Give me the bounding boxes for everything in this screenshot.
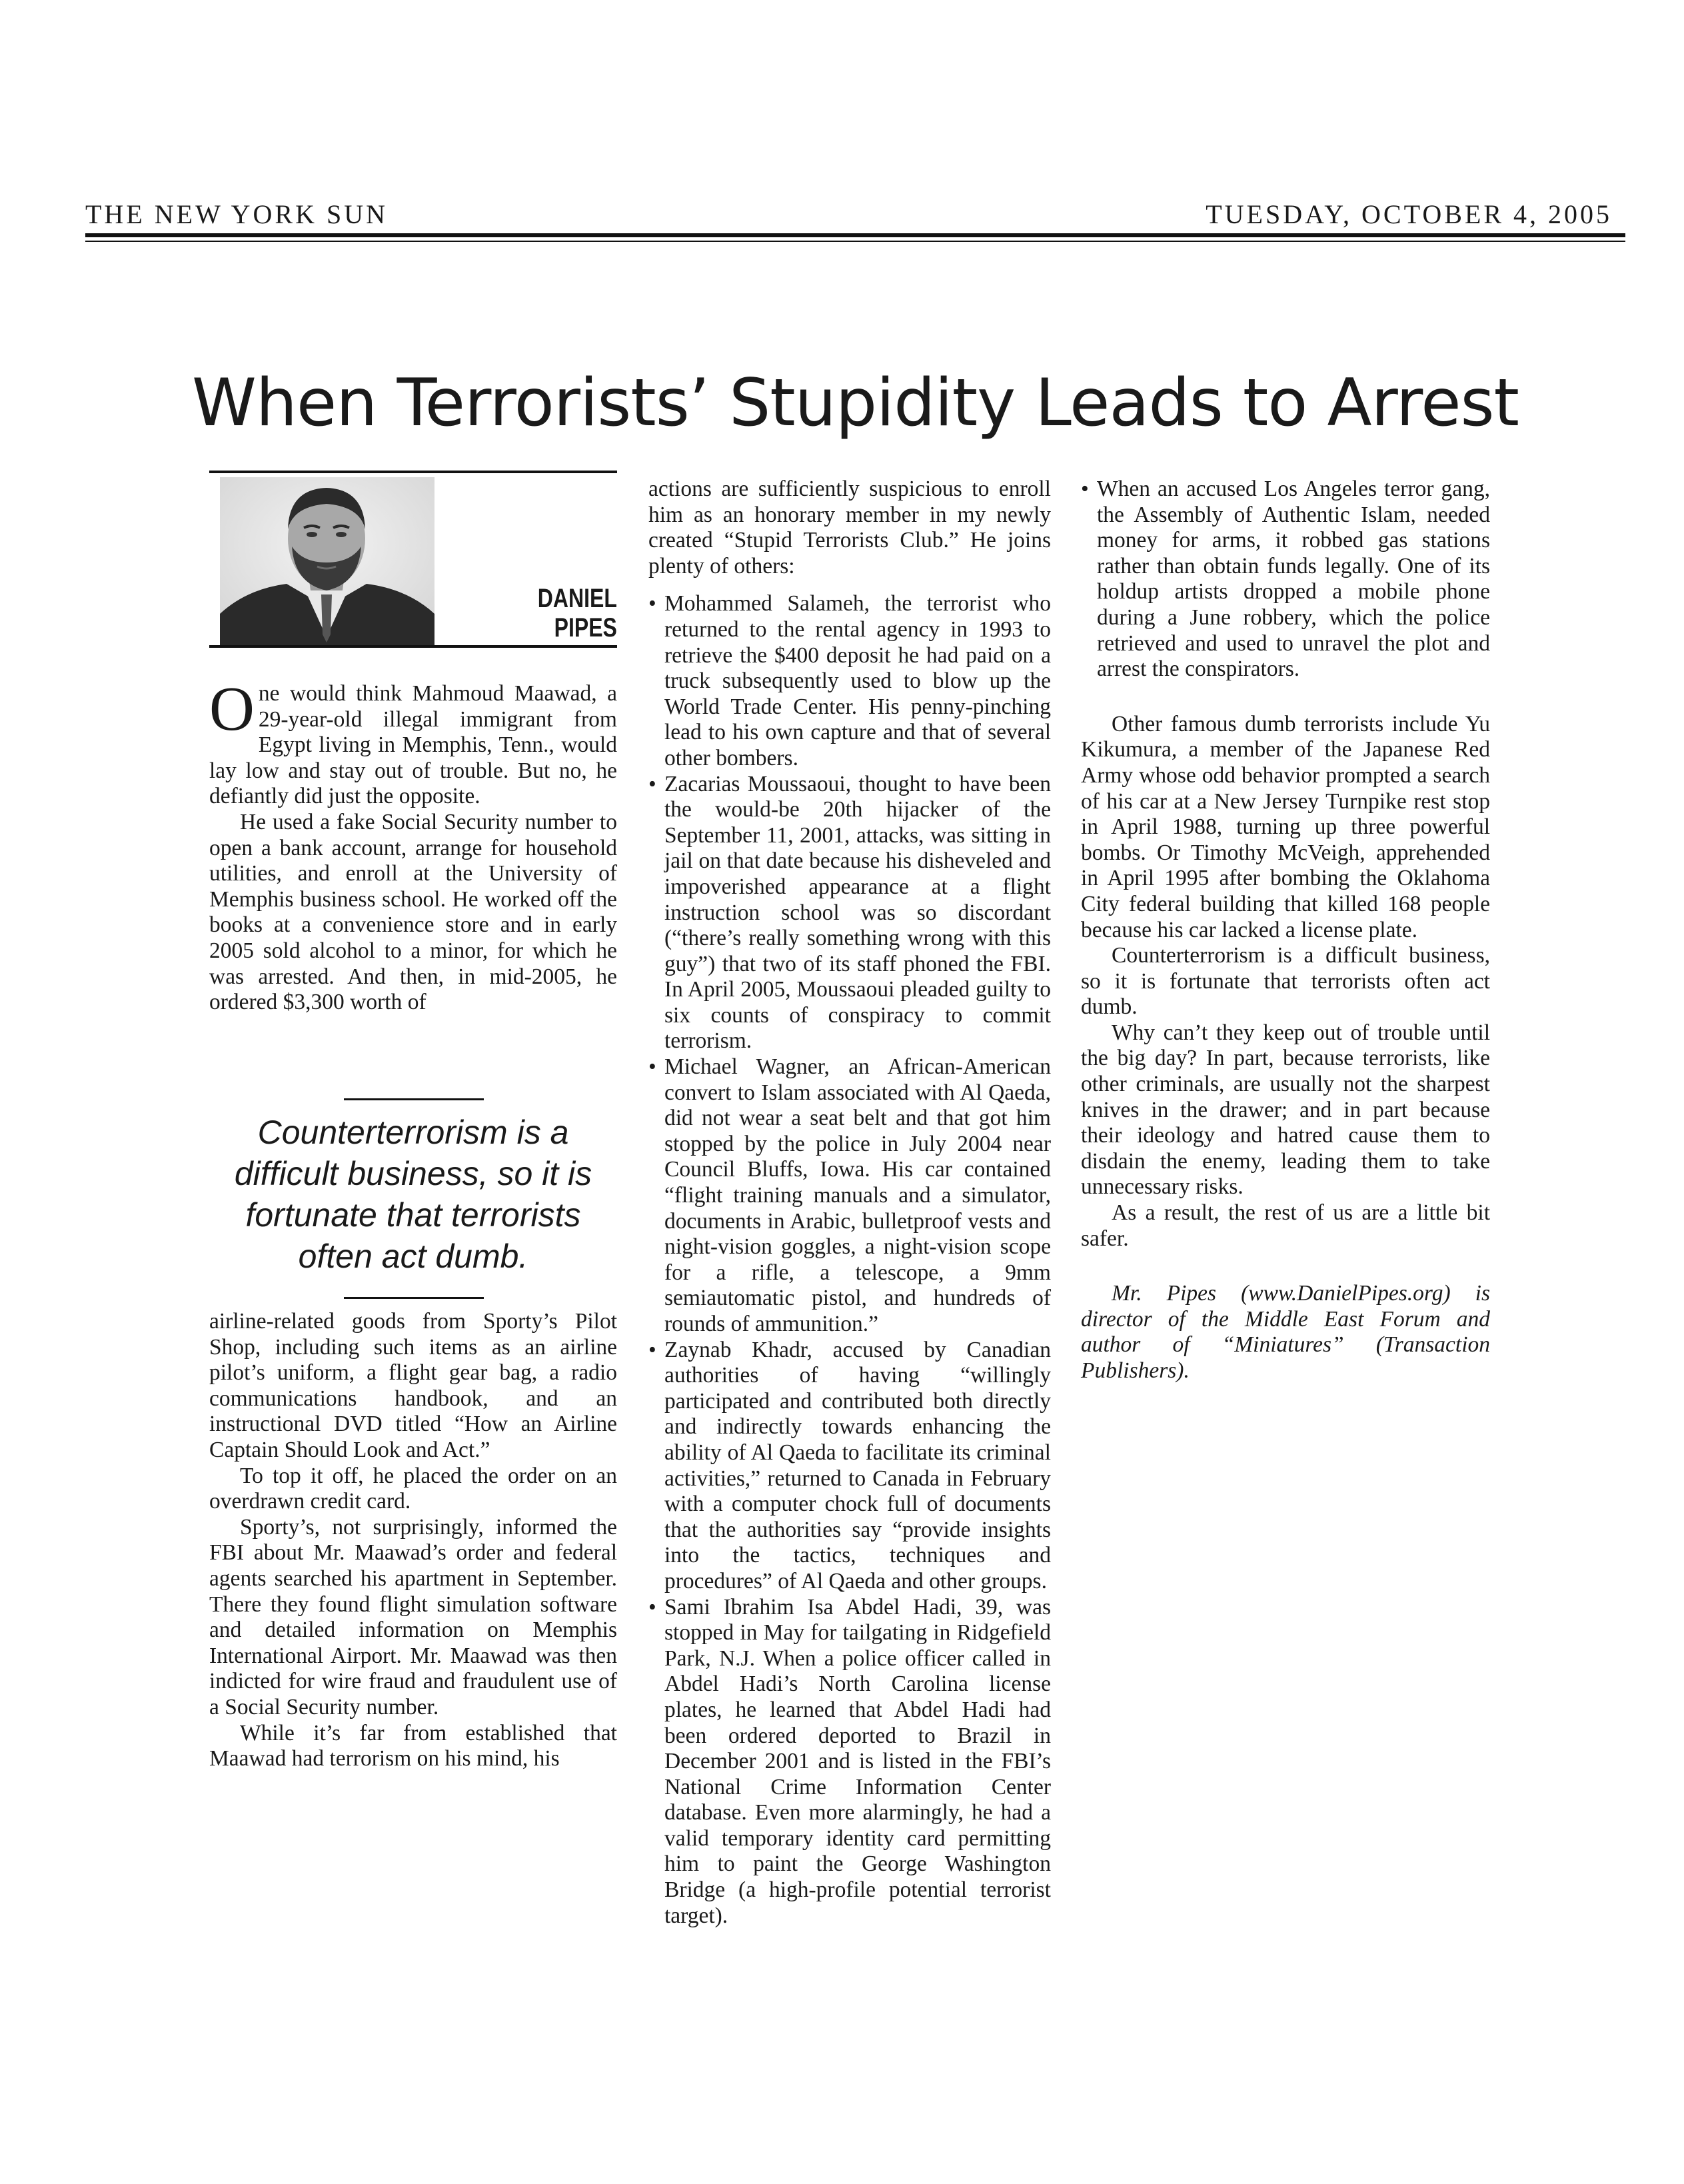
lead-paragraph-text: ne would think Mahmoud Maawad, a 29-year-old illegal immigrant from Egypt living in Memphis, Tenn., would lay low and stay out of trouble. But no, he defiantly did just the opposite. (209, 681, 617, 809)
list-item: • Zacarias Moussaoui, thought to have been the would-be 20th hijacker of the September 11, 2001, attacks, was sitting in jail on that date because his disheveled and impoverished appearance at a flight instruction school was so discordant (“there’s really something wrong with this guy”) that two of its staff phoned the FBI. In April 2005, Moussaoui pleaded guilty to six counts of conspiracy to commit terrorism. (648, 771, 1051, 1054)
drop-cap: O (209, 674, 255, 744)
terrorist-list-continued (1081, 477, 1490, 682)
column-3 (1081, 477, 1490, 1384)
paragraph-7: Counterterrorism is a difficult business, so it is fortunate that terrorists often act dumb. (1081, 943, 1490, 1020)
paragraph-5-continued: actions are sufficiently suspicious to enroll him as an honorary member in my newly created “Stupid Terrorists Club.” He joins plenty of others: (648, 477, 1051, 578)
paragraph-8: Why can’t they keep out of trouble until the big day? In part, because terrorists, like other criminals, are usually not the sharpest knives in the drawer; and in part because their ideology and hatred cause them to disdain the enemy, leading them to take unnecessary risks. (1081, 1020, 1490, 1200)
terrorist-list (648, 591, 1051, 1929)
author-first-name: DANIEL (537, 584, 617, 613)
column-1-upper (209, 674, 617, 1016)
column-2 (648, 477, 1051, 1929)
pull-quote-top-rule (344, 1098, 484, 1100)
author-signoff: Mr. Pipes (www.DanielPipes.org) is director of the Middle East Forum and author of “Miniatures” (Transaction Publishers). (1081, 1281, 1490, 1383)
paragraph-9: As a result, the rest of us are a little bit safer. (1081, 1200, 1490, 1251)
list-item: • Michael Wagner, an African-American convert to Islam associated with Al Qaeda, did not wear a seat belt and that got him stopped by the police in July 2004 near Council Bluffs, Iowa. His car contained “flight training manuals and a simulator, documents in Arabic, bulletproof vests and night-vision goggles, a night-vision scope for a rifle, a telescope, a 9mm semiautomatic pistol, and hundreds of rounds of ammunition.” (648, 1054, 1051, 1336)
lead-paragraph (209, 674, 617, 810)
paragraph-3: To top it off, he placed the order on an overdrawn credit card. (209, 1463, 617, 1514)
publication-name: THE NEW YORK SUN (85, 199, 388, 229)
author-last-name: PIPES (554, 613, 617, 642)
article-headline: When Terrorists’ Stupidity Leads to Arrest (192, 365, 1519, 441)
masthead-rule-thick (85, 233, 1625, 237)
pull-quote-bottom-rule (344, 1297, 484, 1299)
list-item: • When an accused Los Angeles terror gang, the Assembly of Authentic Islam, needed money for arms, it robbed gas stations rather than obtain funds legally. One of its holdup artists dropped a mobile phone during a June robbery, which the police retrieved and used to unravel the plot and arrest the conspirators. (1081, 477, 1490, 682)
paragraph-2: He used a fake Social Security number to open a bank account, arrange for household utilities, and enroll at the University of Memphis business school. He worked off the books at a convenience store and in early 2005 sold alcohol to a minor, for which he was arrested. And then, in mid-2005, he ordered $3,300 worth of (209, 809, 617, 1015)
list-item: • Mohammed Salameh, the terrorist who returned to the rental agency in 1993 to retrieve the $400 deposit he had paid on a truck subsequently used to blow up the World Trade Center. His penny-pinching lead to his own capture and that of several other bombers. (648, 591, 1051, 770)
byline-top-rule (209, 471, 617, 473)
author-byline (538, 584, 617, 642)
paragraph-5: While it’s far from established that Maawad had terrorism on his mind, his (209, 1720, 617, 1771)
list-item: • Sami Ibrahim Isa Abdel Hadi, 39, was stopped in May for tailgating in Ridgefield Park, N.J. When a police officer called in Abdel Hadi’s North Carolina license plates, he learned that Abdel Hadi had been ordered deported to Brazil in December 2001 and is listed in the FBI’s National Crime Information Center database. Even more alarmingly, he had a valid temporary identity card permitting him to paint the George Washington Bridge (a high-profile potential terrorist target). (648, 1594, 1051, 1928)
pull-quote: Counterterrorism is a difficult business, so it is fortunate that terrorists often act dumb. (234, 1114, 592, 1275)
issue-date: TUESDAY, OCTOBER 4, 2005 (1206, 199, 1612, 229)
column-1-lower (209, 1309, 617, 1772)
paragraph-4: Sporty’s, not surprisingly, informed the FBI about Mr. Maawad’s order and federal agents searched his apartment in September. There they found flight simulation software and detailed information on Memphis International Airport. Mr. Maawad was then indicted for wire fraud and fraudulent use of a Social Security number. (209, 1514, 617, 1719)
masthead-rule-thin (85, 241, 1625, 242)
author-photo (220, 477, 434, 645)
paragraph-6: Other famous dumb terrorists include Yu Kikumura, a member of the Japanese Red Army whose odd behavior prompted a search of his car at a New Jersey Turnpike rest stop in April 1988, turning up three powerful bombs. Or Timothy McVeigh, apprehended in April 1995 after bombing the Oklahoma City federal building that killed 168 people because his car lacked a license plate. (1081, 711, 1490, 942)
list-item: • Zaynab Khadr, accused by Canadian authorities of having “willingly participated and contributed both directly and indirectly towards enhancing the ability of Al Qaeda to facilitate its criminal activities,” returned to Canada in February with a computer chock full of documents that the authorities say “provide insights into the tactics, techniques and procedures” of Al Qaeda and other groups. (648, 1337, 1051, 1594)
paragraph-2-continued: airline-related goods from Sporty’s Pilot Shop, including such items as an airline pilot’s uniform, a flight gear bag, a radio communications handbook, and an instructional DVD titled “How an Airline Captain Should Look and Act.” (209, 1309, 617, 1462)
byline-bottom-rule (209, 645, 617, 648)
